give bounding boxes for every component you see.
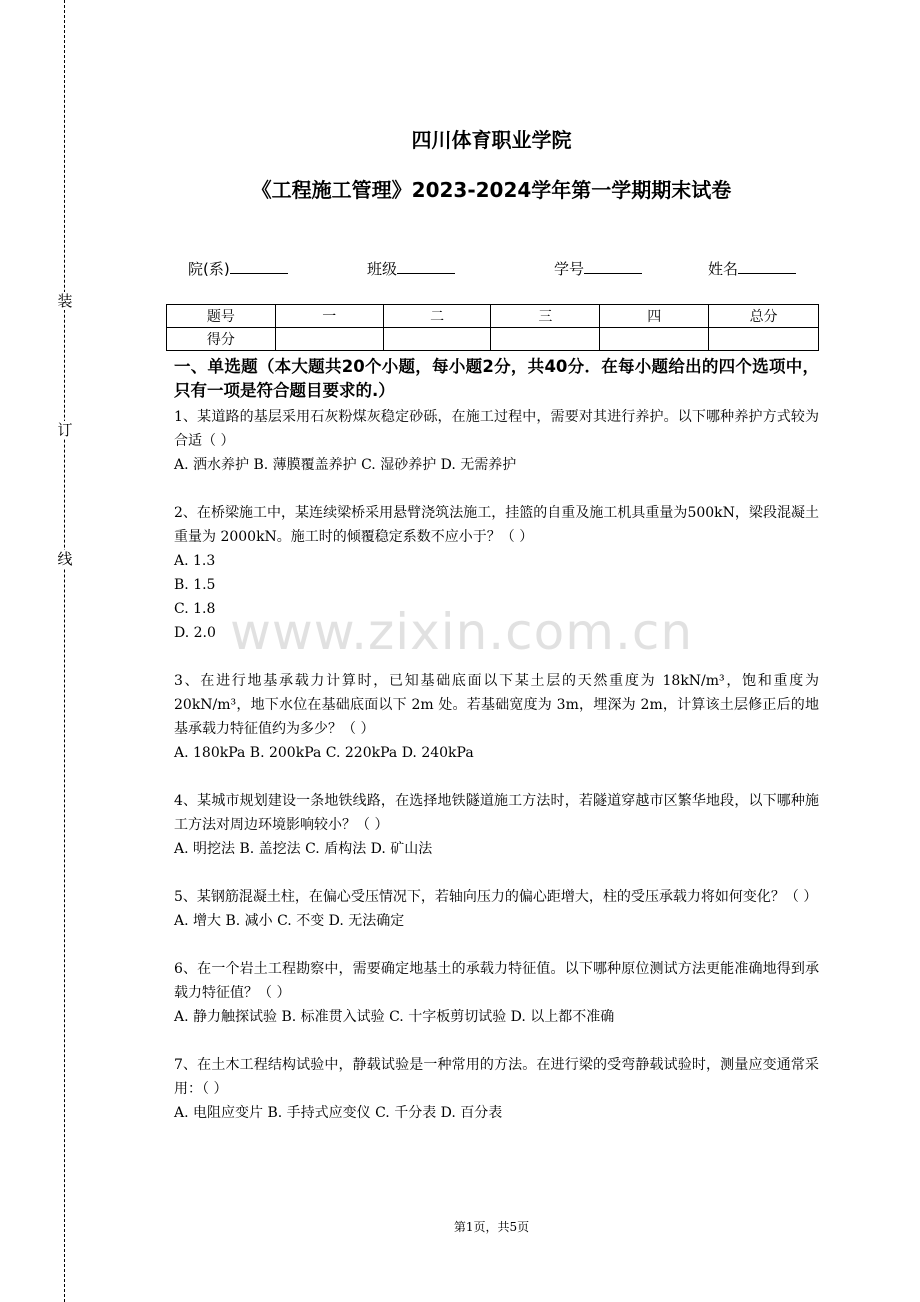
student-info-row <box>0 258 920 280</box>
score-table-header-cell: 题号 <box>167 305 276 328</box>
score-table-score-row <box>167 328 819 351</box>
exam-content <box>174 355 819 1125</box>
question-5 <box>174 885 819 933</box>
question-stem: 4、某城市规划建设一条地铁线路，在选择地铁隧道施工方法时，若隧道穿越市区繁华地段，以下哪种施工方法对周边环境影响较小？（ ） <box>174 793 819 833</box>
question-2 <box>174 501 819 645</box>
student-id-blank[interactable] <box>584 259 642 274</box>
department-field[interactable] <box>188 258 288 279</box>
class-field[interactable] <box>367 258 455 279</box>
question-stem: 6、在一个岩土工程勘察中，需要确定地基土的承载力特征值。以下哪种原位测试方法更能准确地得到承载力特征值？（ ） <box>174 961 819 1001</box>
question-option: C. 1.8 <box>174 601 216 617</box>
score-row-label: 得分 <box>167 328 276 351</box>
student-id-label: 学号 <box>554 260 585 278</box>
question-option: D. 2.0 <box>174 625 216 641</box>
question-options: A. 电阻应变片 B. 手持式应变仪 C. 千分表 D. 百分表 <box>174 1105 503 1121</box>
name-label: 姓名 <box>708 260 739 278</box>
question-3 <box>174 669 819 765</box>
score-table-header-cell: 三 <box>491 305 600 328</box>
name-field[interactable] <box>708 258 796 279</box>
question-option: B. 1.5 <box>174 577 216 593</box>
student-id-field[interactable] <box>554 258 642 279</box>
watermark: www.zixin.com.cn <box>230 603 694 661</box>
score-cell[interactable] <box>491 328 600 351</box>
question-4 <box>174 789 819 861</box>
department-label: 院(系) <box>188 260 230 278</box>
question-options: A. 静力触探试验 B. 标准贯入试验 C. 十字板剪切试验 D. 以上都不准确 <box>174 1009 615 1025</box>
score-table-header-cell: 总分 <box>709 305 819 328</box>
score-cell[interactable] <box>600 328 709 351</box>
score-cell[interactable] <box>275 328 383 351</box>
question-options: A. 180kPa B. 200kPa C. 220kPa D. 240kPa <box>174 745 474 761</box>
class-blank[interactable] <box>397 259 455 274</box>
question-options: A. 洒水养护 B. 薄膜覆盖养护 C. 湿砂养护 D. 无需养护 <box>174 457 517 473</box>
binding-char-ding: 订 <box>57 421 73 439</box>
score-table-header-row <box>167 305 819 328</box>
section-title: 一、单选题（本大题共20个小题，每小题2分，共40分．在每小题给出的四个选项中，只有一项是符合题目要求的.） <box>174 357 819 400</box>
class-label: 班级 <box>367 260 398 278</box>
page-footer: 第1页，共5页 <box>453 1220 530 1234</box>
binding-char-zhuang: 装 <box>57 292 73 310</box>
question-stem: 2、在桥梁施工中，某连续梁桥采用悬臂浇筑法施工，挂篮的自重及施工机具重量为500kN，梁段混凝土重量为 2000kN。施工时的倾覆稳定系数不应小于？（ ） <box>174 505 819 545</box>
score-table-header-cell: 一 <box>275 305 383 328</box>
school-name: 四川体育职业学院 <box>411 128 572 152</box>
question-stem: 5、某钢筋混凝土柱，在偏心受压情况下，若轴向压力的偏心距增大，柱的受压承载力将如何变化？（ ） <box>174 889 818 905</box>
name-blank[interactable] <box>738 259 796 274</box>
question-options: A. 明挖法 B. 盖挖法 C. 盾构法 D. 矿山法 <box>174 841 433 857</box>
score-table-header-cell: 四 <box>600 305 709 328</box>
department-blank[interactable] <box>230 259 288 274</box>
exam-title: 《工程施工管理》2023-2024学年第一学期期末试卷 <box>251 178 732 202</box>
score-cell[interactable] <box>709 328 819 351</box>
question-6 <box>174 957 819 1029</box>
question-stem: 1、某道路的基层采用石灰粉煤灰稳定砂砾，在施工过程中，需要对其进行养护。以下哪种养护方式较为合适（ ） <box>174 409 819 449</box>
binding-char-xian: 线 <box>57 550 73 568</box>
question-stem: 3、在进行地基承载力计算时，已知基础底面以下某土层的天然重度为 18kN/m³，饱和重度为 20kN/m³，地下水位在基础底面以下 2m 处。若基础宽度为 3m，埋深为 2m，计算该土层修正后的地基承载力特征值约为多少？（ ） <box>174 673 819 737</box>
score-table-header-cell: 二 <box>383 305 491 328</box>
question-option: A. 1.3 <box>174 553 216 569</box>
question-7 <box>174 1053 819 1125</box>
score-table <box>166 304 819 351</box>
question-1 <box>174 405 819 477</box>
question-options: A. 增大 B. 减小 C. 不变 D. 无法确定 <box>174 913 405 929</box>
score-cell[interactable] <box>383 328 491 351</box>
question-stem: 7、在土木工程结构试验中，静载试验是一种常用的方法。在进行梁的受弯静载试验时，测量应变通常采用：（ ） <box>174 1057 819 1097</box>
